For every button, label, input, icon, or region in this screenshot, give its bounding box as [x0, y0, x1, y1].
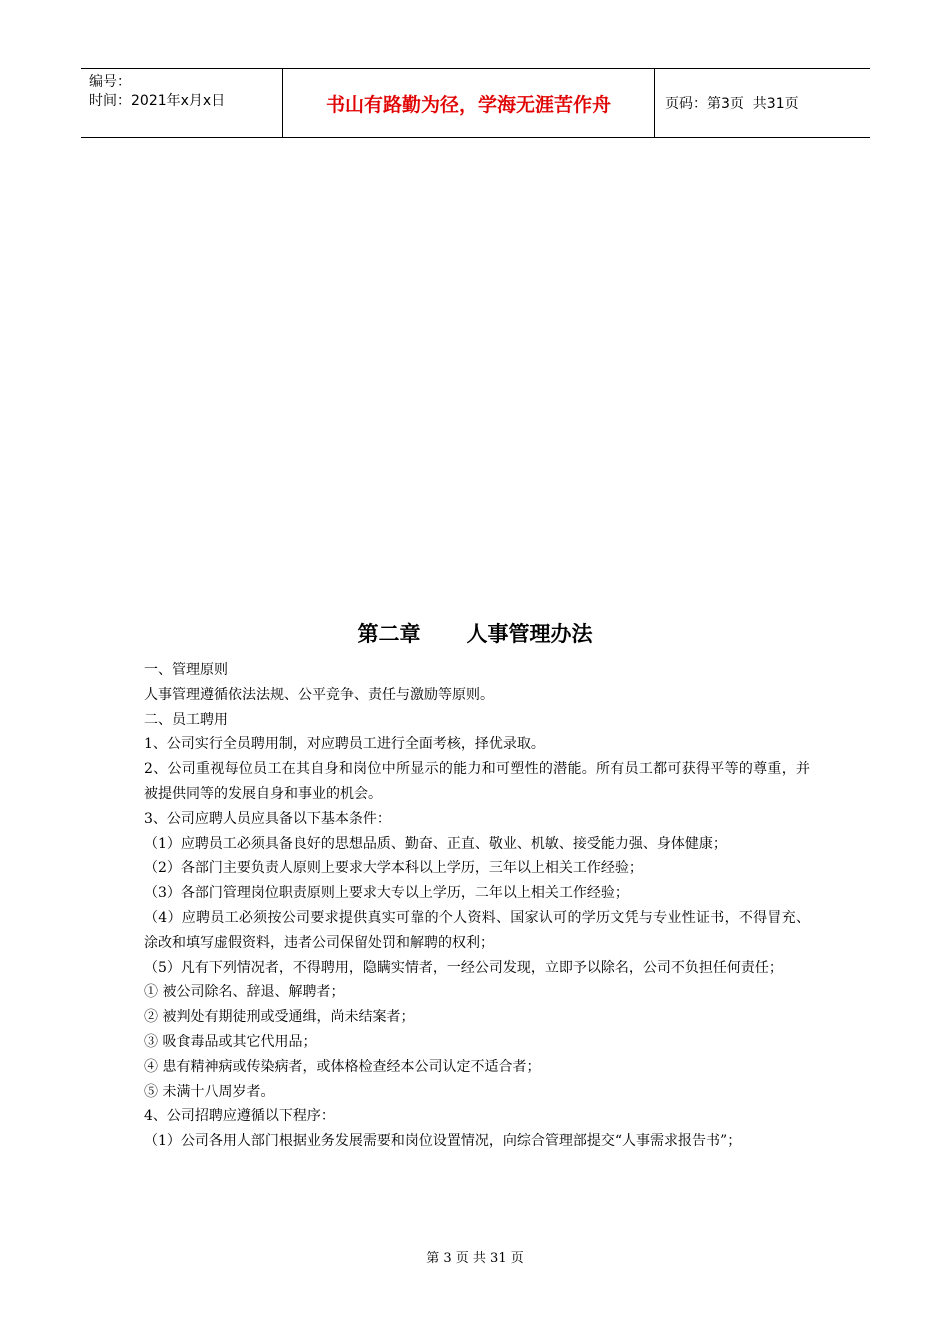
- chapter-name: 人事管理办法: [466, 622, 593, 646]
- paragraph: （3）各部门管理岗位职责原则上要求大专以上学历，二年以上相关工作经验；: [144, 885, 629, 902]
- page-footer: 第 3 页 共 31 页: [426, 1251, 524, 1266]
- paragraph: （1）应聘员工必须具备良好的思想品质、勤奋、正直、敬业、机敏、接受能力强、身体健康；: [144, 835, 727, 852]
- paragraph: 人事管理遵循依法法规、公平竞争、责任与激励等原则。: [144, 686, 494, 703]
- header-meta: [81, 69, 282, 137]
- paragraph: （5）凡有下列情况者，不得聘用，隐瞒实情者，一经公司发现，立即予以除名，公司不负担任何责任；: [144, 959, 783, 976]
- paragraph: 3、公司应聘人员应具备以下基本条件：: [144, 810, 391, 827]
- page-header: [81, 68, 870, 138]
- paragraph: 一、管理原则: [144, 662, 228, 678]
- paragraph: 2、公司重视每位员工在其自身和岗位中所显示的能力和可塑性的潜能。所有员工都可获得平等的尊重，并被提供同等的发展自身和事业的机会。: [144, 761, 810, 802]
- paragraph: 1、公司实行全员聘用制，对应聘员工进行全面考核，择优录取。: [144, 736, 545, 753]
- paragraph: 二、员工聘用: [144, 711, 228, 728]
- time-label: 时间：2021年x月x日: [89, 93, 226, 109]
- paragraph: （1）公司各用人部门根据业务发展需要和岗位设置情况，向综合管理部提交“人事需求报告书”；: [144, 1133, 742, 1150]
- paragraph: ③ 吸食毒品或其它代用品；: [144, 1033, 317, 1050]
- header-motto: 书山有路勤为径，学海无涯苦作舟: [282, 69, 655, 137]
- paragraph: 4、公司招聘应遵循以下程序：: [144, 1108, 335, 1125]
- header-page-label: 页码：第3页 共31页: [665, 96, 799, 112]
- paragraph: ② 被判处有期徒刑或受通缉，尚未结案者；: [144, 1009, 415, 1026]
- paragraph: （2）各部门主要负责人原则上要求大学本科以上学历，三年以上相关工作经验；: [144, 860, 643, 877]
- paragraph: ⑤ 未满十八周岁者。: [144, 1083, 275, 1100]
- serial-number-label: 编号：: [89, 74, 131, 90]
- paragraph: ① 被公司除名、辞退、解聘者；: [144, 984, 345, 1001]
- document-body: [144, 658, 810, 1154]
- chapter-title: [0, 618, 950, 648]
- chapter-number: 第二章: [357, 622, 421, 646]
- header-page-info: [655, 69, 870, 137]
- paragraph: （4）应聘员工必须按公司要求提供真实可靠的个人资料、国家认可的学历文凭与专业性证书，不得冒充、涂改和填写虚假资料，违者公司保留处罚和解聘的权利；: [144, 909, 810, 951]
- paragraph: ④ 患有精神病或传染病者，或体格检查经本公司认定不适合者；: [144, 1058, 541, 1075]
